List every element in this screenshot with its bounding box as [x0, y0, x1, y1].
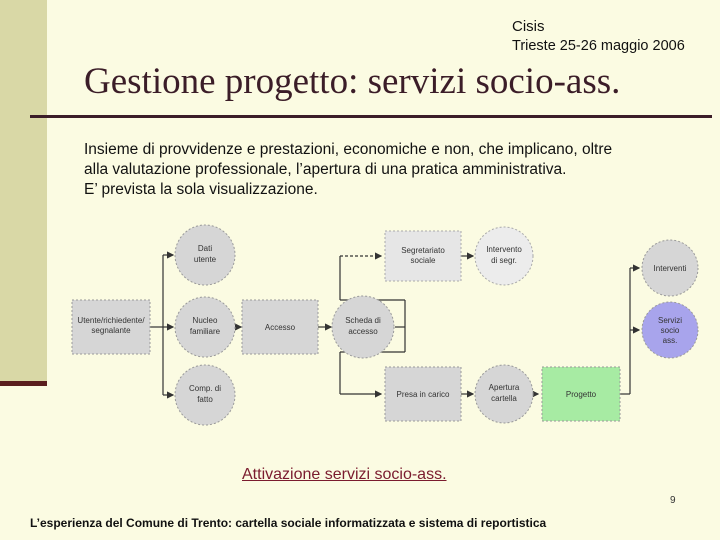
node-accesso — [242, 300, 318, 354]
node-label: segnalante — [91, 326, 131, 335]
node-label: familiare — [189, 327, 221, 336]
node-label: sociale — [410, 256, 436, 265]
node-label: Comp. di — [188, 384, 222, 393]
node-label: utente — [193, 255, 217, 264]
node-label: Segretariato — [401, 246, 445, 255]
node-interventi — [642, 240, 698, 296]
node-apertura-cartella — [475, 365, 533, 423]
node-label: di segr. — [491, 256, 517, 265]
node-label: Servizi — [657, 316, 683, 325]
body-line: E’ prevista la sola visualizzazione. — [84, 181, 318, 198]
node-label: Nucleo — [192, 316, 218, 325]
node-label: Interventi — [653, 264, 687, 273]
node-label: socio — [660, 326, 680, 335]
node-label: Presa in carico — [396, 390, 450, 399]
header-event: Trieste 25-26 maggio 2006 — [512, 38, 685, 54]
caption-link[interactable]: Attivazione servizi socio-ass. — [242, 466, 447, 483]
node-presa-in-carico — [385, 367, 461, 421]
page-number: 9 — [670, 495, 676, 506]
node-utente-richiedente — [72, 300, 150, 354]
node-label: Utente/richiedente/ — [77, 316, 145, 325]
node-intervento-segr — [475, 227, 533, 285]
node-servizi-socio-ass — [642, 302, 698, 358]
node-label: Apertura — [488, 383, 520, 392]
node-nucleo-familiare — [175, 297, 235, 357]
body-line: alla valutazione professionale, l’apertura di una pratica amministrativa. — [84, 161, 567, 178]
node-segretariato-sociale — [385, 231, 461, 281]
node-label: cartella — [491, 394, 517, 403]
node-progetto — [542, 367, 620, 421]
node-scheda-accesso — [332, 296, 394, 358]
header-organization: Cisis — [512, 18, 545, 35]
footer-text: L’esperienza del Comune di Trento: cartella sociale informatizzata e sistema di reportistica — [30, 516, 547, 530]
node-label: Accesso — [264, 323, 296, 332]
node-label: fatto — [197, 395, 213, 404]
node-label: Scheda di — [345, 316, 381, 325]
node-label: Intervento — [486, 245, 522, 254]
node-label: Progetto — [565, 390, 597, 399]
node-label: Dati — [197, 244, 213, 253]
node-comp-di-fatto — [175, 365, 235, 425]
node-label: ass. — [662, 336, 678, 345]
body-line: Insieme di provvidenze e prestazioni, economiche e non, che implicano, oltre — [84, 141, 613, 158]
node-label: accesso — [348, 327, 378, 336]
node-dati-utente — [175, 225, 235, 285]
slide-title: Gestione progetto: servizi socio-ass. — [84, 61, 621, 102]
